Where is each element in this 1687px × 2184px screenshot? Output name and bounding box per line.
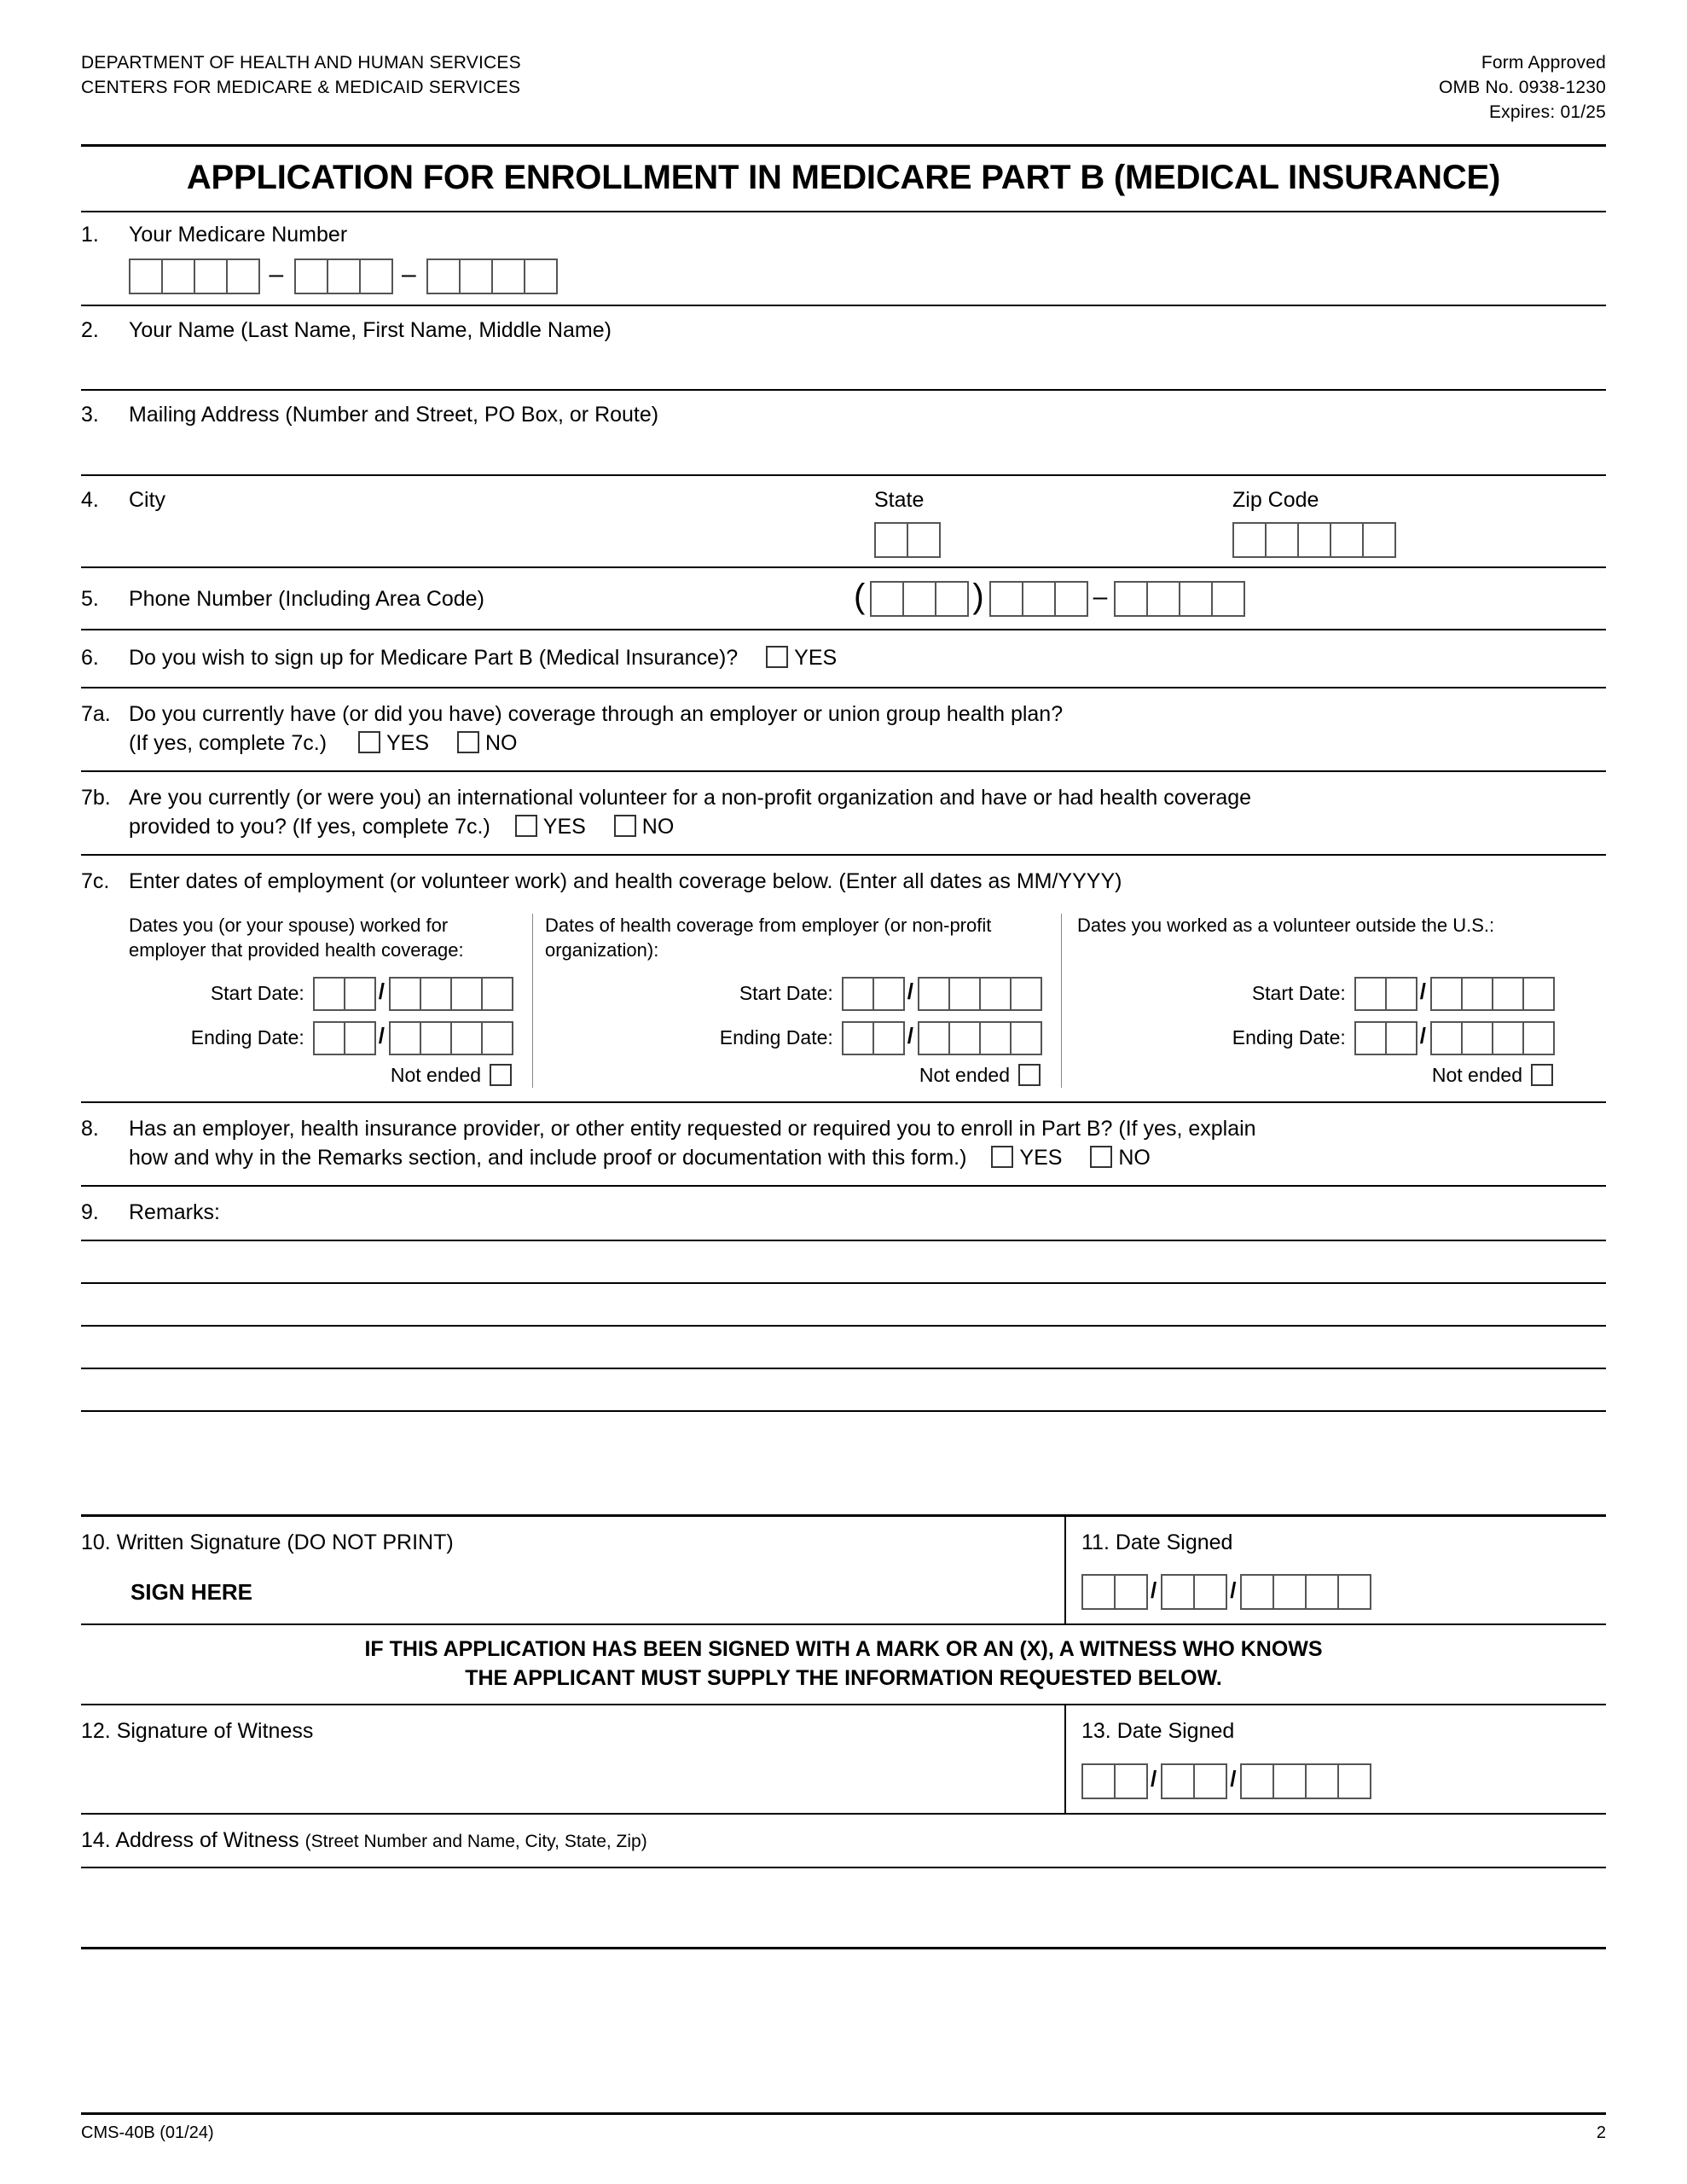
remarks-line[interactable] — [81, 1369, 1606, 1412]
char-box[interactable] — [1522, 977, 1555, 1011]
medicare-number-part-3[interactable] — [426, 258, 556, 294]
char-box[interactable] — [918, 977, 950, 1011]
q7b-yes-label: YES — [542, 815, 586, 839]
q7c-col1-start-date-row[interactable] — [129, 977, 524, 1011]
char-box[interactable] — [874, 522, 908, 558]
field-row-question-7c — [81, 856, 1606, 1103]
question-1-number: 1. — [81, 222, 99, 247]
char-box[interactable] — [1146, 581, 1180, 617]
month-boxes[interactable] — [842, 1021, 903, 1055]
q7c-col2-not-ended-option[interactable] — [545, 1064, 1052, 1088]
question-7c-label: Enter dates of employment (or volunteer work) and health coverage below. (Enter all dates as MM/YYYY) — [129, 869, 1122, 894]
field-row-witness-address-label — [81, 1815, 1606, 1869]
city-label: City — [129, 488, 166, 513]
char-box[interactable] — [1272, 1574, 1307, 1610]
field-row-name[interactable] — [81, 306, 1606, 392]
char-box[interactable] — [1179, 581, 1213, 617]
char-box[interactable] — [420, 1021, 452, 1055]
state-input-group[interactable] — [874, 522, 1232, 558]
q7a-no-option[interactable] — [435, 731, 518, 755]
q7c-column-employment — [81, 914, 533, 1088]
char-box[interactable] — [842, 977, 874, 1011]
q7b-yes-option[interactable] — [496, 815, 592, 839]
question-8-line2-wrap — [81, 1144, 1606, 1173]
question-7c-wrap — [81, 868, 1606, 897]
checkbox-icon[interactable] — [614, 815, 636, 837]
month-boxes[interactable] — [1081, 1763, 1146, 1799]
question-7b-line-1: Are you currently (or were you) an international volunteer for a non-profit organization and have or had health coverage — [129, 786, 1252, 810]
char-box[interactable] — [481, 1021, 513, 1055]
char-box[interactable] — [1161, 1574, 1195, 1610]
char-box[interactable] — [1330, 522, 1364, 558]
char-box[interactable] — [1265, 522, 1299, 558]
question-6-number: 6. — [81, 645, 99, 670]
question-1-label-wrap — [81, 221, 1606, 250]
char-box[interactable] — [1385, 977, 1417, 1011]
question-7a-line-2: (If yes, complete 7c.) — [129, 730, 328, 755]
day-boxes[interactable] — [1161, 1574, 1226, 1610]
char-box[interactable] — [1010, 977, 1042, 1011]
phone-input-group[interactable] — [849, 577, 1606, 619]
question-8-line-2: how and why in the Remarks section, and include proof or documentation with this form.) — [129, 1145, 967, 1170]
checkbox-icon[interactable] — [457, 731, 479, 753]
char-box[interactable] — [979, 1021, 1012, 1055]
medicare-number-input-group[interactable] — [81, 258, 1606, 294]
witness-signature-cell[interactable] — [81, 1705, 1066, 1813]
question-2-number: 2. — [81, 317, 99, 342]
char-box[interactable] — [1114, 1574, 1148, 1610]
char-box[interactable] — [1010, 1021, 1042, 1055]
phone-label: Phone Number (Including Area Code) — [129, 586, 484, 611]
question-3-label-wrap — [81, 401, 1606, 430]
date-signed-input-group[interactable] — [1081, 1574, 1606, 1610]
question-5-label-wrap — [81, 585, 849, 614]
slash-separator: / — [907, 1023, 913, 1049]
month-boxes[interactable] — [842, 977, 903, 1011]
checkbox-icon[interactable] — [358, 731, 380, 753]
char-box[interactable] — [948, 1021, 981, 1055]
field-row-question-7b — [81, 772, 1606, 856]
slash-separator: / — [1151, 1577, 1157, 1603]
question-2-label-wrap — [81, 317, 1606, 346]
open-paren: ( — [854, 577, 866, 615]
char-box[interactable] — [344, 977, 376, 1011]
question-7a-line-1: Do you currently have (or did you have) coverage through an employer or union group health plan? — [129, 702, 1064, 727]
field-row-medicare-number — [81, 212, 1606, 306]
q7c-col3-heading: Dates you worked as a volunteer outside the U.S.: — [1077, 914, 1495, 936]
question-8-wrap — [81, 1115, 1606, 1144]
q8-yes-option[interactable] — [972, 1146, 1068, 1170]
question-7c-number: 7c. — [81, 869, 110, 894]
char-box[interactable] — [1354, 1021, 1387, 1055]
q7c-col3-not-ended-option[interactable] — [1077, 1064, 1565, 1088]
slash-separator: / — [907, 979, 913, 1005]
char-box[interactable] — [389, 977, 421, 1011]
q7c-col2-start-date-row[interactable] — [545, 977, 1052, 1011]
form-id-text: CMS-40B (01/24) — [81, 2123, 214, 2142]
q7c-col2-end-date-row[interactable] — [545, 1021, 1052, 1055]
char-box[interactable] — [948, 977, 981, 1011]
field-row-phone-number — [81, 568, 1606, 630]
form-approved-text: Form Approved — [1481, 53, 1606, 73]
remarks-line[interactable] — [81, 1284, 1606, 1327]
slash-separator: / — [1230, 1577, 1237, 1603]
char-box[interactable] — [1354, 977, 1387, 1011]
question-3-label: Mailing Address (Number and Street, PO Box, or Route) — [129, 403, 659, 427]
q7c-col2-start-label: Start Date: — [739, 982, 833, 1005]
question-11-label: 11. Date Signed — [1081, 1530, 1233, 1554]
q7c-col1-heading: Dates you (or your spouse) worked for employer that provided health coverage: — [129, 914, 464, 961]
char-box[interactable] — [918, 1021, 950, 1055]
q6-yes-option[interactable] — [744, 646, 837, 670]
year-boxes[interactable] — [389, 1021, 512, 1055]
state-column — [874, 486, 1232, 558]
city-state-zip-line — [81, 486, 1606, 558]
month-boxes[interactable] — [1354, 1021, 1416, 1055]
field-row-mailing-address[interactable] — [81, 391, 1606, 476]
month-boxes[interactable] — [313, 1021, 374, 1055]
question-3-number: 3. — [81, 403, 99, 427]
char-box[interactable] — [1385, 1021, 1417, 1055]
question-7b-wrap — [81, 784, 1606, 813]
page-number-text: 2 — [1596, 2123, 1606, 2142]
field-row-city-state-zip — [81, 476, 1606, 568]
char-box[interactable] — [226, 258, 260, 294]
char-box[interactable] — [842, 1021, 874, 1055]
year-boxes[interactable] — [1240, 1574, 1370, 1610]
question-10-label: 10. Written Signature (DO NOT PRINT) — [81, 1530, 454, 1554]
q7a-yes-option[interactable] — [333, 731, 435, 755]
phone-line-boxes[interactable] — [1114, 581, 1244, 617]
char-box[interactable] — [1297, 522, 1331, 558]
slash-separator: / — [378, 979, 385, 1005]
witness-address-input[interactable] — [81, 1868, 1606, 1949]
char-box[interactable] — [1430, 977, 1463, 1011]
phone-area-code-boxes[interactable] — [870, 581, 967, 617]
agency-block — [81, 51, 521, 101]
char-box[interactable] — [1461, 977, 1493, 1011]
char-box[interactable] — [1522, 1021, 1555, 1055]
char-box[interactable] — [1305, 1763, 1339, 1799]
remarks-line[interactable] — [81, 1241, 1606, 1284]
char-box[interactable] — [1240, 1574, 1274, 1610]
char-box[interactable] — [426, 258, 461, 294]
char-box[interactable] — [161, 258, 195, 294]
year-boxes[interactable] — [1240, 1763, 1370, 1799]
q7c-col2-not-ended-label: Not ended — [919, 1063, 1010, 1086]
q7b-no-label: NO — [641, 815, 675, 839]
checkbox-icon[interactable] — [1090, 1146, 1112, 1168]
char-box[interactable] — [420, 977, 452, 1011]
field-row-question-8 — [81, 1103, 1606, 1187]
char-box[interactable] — [1054, 581, 1088, 617]
question-8-number: 8. — [81, 1116, 99, 1141]
checkbox-icon[interactable] — [766, 646, 788, 668]
char-box[interactable] — [450, 1021, 483, 1055]
checkbox-icon[interactable] — [991, 1146, 1013, 1168]
question-7b-number: 7b. — [81, 786, 111, 810]
city-column — [81, 486, 874, 555]
checkbox-icon[interactable] — [1018, 1064, 1041, 1086]
year-boxes[interactable] — [389, 977, 512, 1011]
year-boxes[interactable] — [1430, 1021, 1553, 1055]
q7c-col3-start-label: Start Date: — [1251, 982, 1346, 1005]
checkbox-icon[interactable] — [1531, 1064, 1553, 1086]
char-box[interactable] — [872, 1021, 905, 1055]
question-7b-line2-wrap — [81, 813, 1606, 842]
char-box[interactable] — [327, 258, 361, 294]
slash-separator: / — [1230, 1766, 1237, 1792]
char-box[interactable] — [359, 258, 393, 294]
char-box[interactable] — [1492, 1021, 1524, 1055]
question-6-label: Do you wish to sign up for Medicare Part B (Medical Insurance)? — [129, 645, 739, 670]
q8-no-option[interactable] — [1068, 1146, 1151, 1170]
dash-separator: – — [1093, 583, 1108, 612]
omb-expires-text: Expires: 01/25 — [1488, 102, 1606, 122]
q7c-col3-end-label: Ending Date: — [1232, 1026, 1346, 1049]
question-9-number: 9. — [81, 1199, 99, 1224]
medicare-number-part-1[interactable] — [129, 258, 258, 294]
char-box[interactable] — [1461, 1021, 1493, 1055]
question-14-sublabel: (Street Number and Name, City, State, Zip) — [304, 1831, 647, 1851]
char-box[interactable] — [524, 258, 558, 294]
char-box[interactable] — [1114, 1763, 1148, 1799]
zip-input-group[interactable] — [1232, 522, 1606, 558]
char-box[interactable] — [313, 977, 345, 1011]
zip-boxes[interactable] — [1232, 522, 1394, 558]
char-box[interactable] — [1193, 1574, 1227, 1610]
char-box[interactable] — [1161, 1763, 1195, 1799]
phone-prefix-boxes[interactable] — [989, 581, 1087, 617]
char-box[interactable] — [481, 977, 513, 1011]
q8-yes-label: YES — [1019, 1146, 1063, 1170]
char-box[interactable] — [989, 581, 1023, 617]
char-box[interactable] — [1337, 1763, 1371, 1799]
char-box[interactable] — [1081, 1574, 1116, 1610]
q7b-no-option[interactable] — [592, 815, 675, 839]
state-boxes[interactable] — [874, 522, 939, 558]
year-boxes[interactable] — [918, 1021, 1041, 1055]
q8-no-label: NO — [1118, 1146, 1151, 1170]
month-boxes[interactable] — [313, 977, 374, 1011]
question-7a-number: 7a. — [81, 702, 111, 727]
sign-here-text: SIGN HERE — [130, 1579, 253, 1606]
agency-line-2: CENTERS FOR MEDICARE & MEDICAID SERVICES — [81, 77, 521, 97]
omb-number-text: OMB No. 0938-1230 — [1438, 77, 1606, 97]
page-footer — [81, 2112, 1606, 2143]
state-label: State — [874, 488, 925, 513]
slash-separator: / — [1419, 1023, 1426, 1049]
question-9-wrap — [81, 1199, 1606, 1228]
witness-notice-line-2: THE APPLICANT MUST SUPPLY THE INFORMATION REQUESTED BELOW. — [465, 1666, 1222, 1691]
zip-label: Zip Code — [1232, 488, 1319, 513]
q7c-col3-start-date-row[interactable] — [1077, 977, 1565, 1011]
q7c-col3-end-date-row[interactable] — [1077, 1021, 1565, 1055]
q7c-col3-not-ended-label: Not ended — [1431, 1063, 1522, 1086]
remarks-blank-area[interactable] — [81, 1412, 1606, 1517]
char-box[interactable] — [1114, 581, 1148, 617]
question-6-wrap — [81, 644, 1606, 673]
question-7a-wrap — [81, 700, 1606, 729]
remarks-line[interactable] — [81, 1327, 1606, 1369]
medicare-number-part-2[interactable] — [294, 258, 391, 294]
char-box[interactable] — [194, 258, 228, 294]
slash-separator: / — [1151, 1766, 1157, 1792]
question-4-number: 4. — [81, 488, 99, 513]
month-boxes[interactable] — [1354, 977, 1416, 1011]
agency-line-1: DEPARTMENT OF HEALTH AND HUMAN SERVICES — [81, 53, 521, 73]
close-paren: ) — [972, 577, 984, 615]
char-box[interactable] — [344, 1021, 376, 1055]
question-7a-line2-wrap — [81, 729, 1606, 758]
question-13-label: 13. Date Signed — [1081, 1718, 1235, 1743]
question-7b-line-2: provided to you? (If yes, complete 7c.) — [129, 814, 490, 839]
page-title: APPLICATION FOR ENROLLMENT IN MEDICARE PART B (MEDICAL INSURANCE) — [186, 158, 1501, 196]
slash-separator: / — [1419, 979, 1426, 1005]
char-box[interactable] — [1081, 1763, 1116, 1799]
char-box[interactable] — [313, 1021, 345, 1055]
dash-separator: – — [269, 259, 284, 288]
char-box[interactable] — [1430, 1021, 1463, 1055]
zip-column — [1232, 486, 1606, 558]
slash-separator: / — [378, 1023, 385, 1049]
question-8-line-1: Has an employer, health insurance provider, or other entity requested or required you to enroll in Part B? (If yes, explain — [129, 1116, 1256, 1141]
char-box[interactable] — [1337, 1574, 1371, 1610]
char-box[interactable] — [389, 1021, 421, 1055]
q7c-col1-not-ended-option[interactable] — [129, 1064, 524, 1088]
char-box[interactable] — [872, 977, 905, 1011]
char-box[interactable] — [1492, 977, 1524, 1011]
month-boxes[interactable] — [1081, 1574, 1146, 1610]
witness-signature-block — [81, 1705, 1606, 1815]
question-2-label: Your Name (Last Name, First Name, Middle Name) — [129, 317, 612, 342]
char-box[interactable] — [1272, 1763, 1307, 1799]
witness-date-signed-cell — [1066, 1705, 1606, 1813]
question-9-label: Remarks: — [129, 1199, 220, 1224]
question-5-number: 5. — [81, 586, 99, 611]
char-box[interactable] — [129, 258, 163, 294]
checkbox-icon[interactable] — [515, 815, 537, 837]
witness-notice-line-1: IF THIS APPLICATION HAS BEEN SIGNED WITH A MARK OR AN (X), A WITNESS WHO KNOWS — [364, 1637, 1323, 1662]
q7c-col1-start-label: Start Date: — [210, 982, 304, 1005]
year-boxes[interactable] — [918, 977, 1041, 1011]
char-box[interactable] — [1193, 1763, 1227, 1799]
q7c-column-volunteer — [1062, 914, 1574, 1088]
signature-block — [81, 1517, 1606, 1626]
written-signature-cell[interactable] — [81, 1517, 1066, 1624]
question-4-label-wrap — [81, 486, 874, 515]
char-box[interactable] — [935, 581, 969, 617]
char-box[interactable] — [294, 258, 328, 294]
field-row-question-7a — [81, 688, 1606, 772]
question-12-label: 12. Signature of Witness — [81, 1718, 314, 1743]
city-input[interactable] — [81, 515, 874, 555]
witness-notice — [81, 1625, 1606, 1705]
q7c-column-coverage — [533, 914, 1062, 1088]
char-box[interactable] — [491, 258, 525, 294]
day-boxes[interactable] — [1161, 1763, 1226, 1799]
field-row-remarks-label — [81, 1187, 1606, 1241]
omb-block — [1439, 51, 1606, 125]
question-14-label: 14. Address of Witness — [81, 1827, 305, 1852]
char-box[interactable] — [1362, 522, 1396, 558]
char-box[interactable] — [979, 977, 1012, 1011]
page-header — [81, 51, 1606, 125]
q7c-col1-end-label: Ending Date: — [190, 1026, 304, 1049]
q7a-yes-label: YES — [386, 731, 430, 756]
q7c-col2-heading: Dates of health coverage from employer (or non-profit organization): — [545, 914, 992, 961]
witness-date-input-group[interactable] — [1081, 1763, 1606, 1799]
checkbox-icon[interactable] — [490, 1064, 512, 1086]
q7a-no-label: NO — [484, 731, 518, 756]
char-box[interactable] — [870, 581, 904, 617]
dash-separator: – — [402, 259, 416, 288]
char-box[interactable] — [907, 522, 941, 558]
q7c-col2-end-label: Ending Date: — [719, 1026, 833, 1049]
char-box[interactable] — [902, 581, 936, 617]
q6-yes-label: YES — [794, 646, 838, 671]
question-1-label: Your Medicare Number — [129, 222, 348, 247]
field-row-question-6 — [81, 630, 1606, 688]
q7c-columns — [81, 914, 1606, 1088]
char-box[interactable] — [1022, 581, 1056, 617]
title-banner — [81, 144, 1606, 212]
year-boxes[interactable] — [1430, 977, 1553, 1011]
char-box[interactable] — [459, 258, 493, 294]
char-box[interactable] — [1240, 1763, 1274, 1799]
char-box[interactable] — [1232, 522, 1267, 558]
date-signed-cell — [1066, 1517, 1606, 1624]
char-box[interactable] — [1305, 1574, 1339, 1610]
q7c-col1-end-date-row[interactable] — [129, 1021, 524, 1055]
char-box[interactable] — [1211, 581, 1245, 617]
q7c-col1-not-ended-label: Not ended — [390, 1063, 481, 1086]
phone-line — [81, 577, 1606, 619]
char-box[interactable] — [450, 977, 483, 1011]
